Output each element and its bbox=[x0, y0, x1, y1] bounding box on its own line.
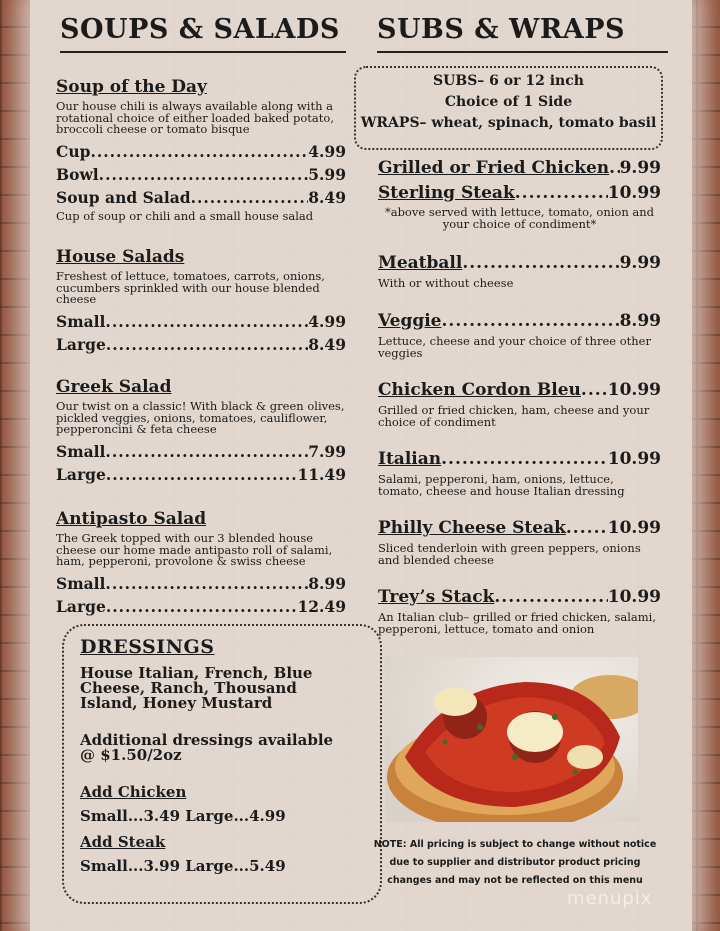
sub-item bbox=[378, 253, 661, 290]
house-salad-section bbox=[56, 247, 346, 354]
sub-item bbox=[378, 158, 661, 178]
soup-note: Cup of soup or chili and a small house salad bbox=[56, 208, 314, 223]
soups-salads-column bbox=[56, 0, 346, 53]
dressings-box bbox=[62, 624, 382, 904]
antipasto-section bbox=[56, 509, 346, 616]
sub-item bbox=[378, 449, 661, 497]
greek-salad-title: Greek Salad bbox=[56, 377, 172, 397]
antipasto-title: Antipasto Salad bbox=[56, 509, 207, 529]
soup-title: Soup of the Day bbox=[56, 77, 207, 97]
add-steak-prices: Small...3.99 Large...5.49 bbox=[80, 857, 286, 875]
sub-desc: Lettuce, cheese and your choice of three other veggies bbox=[378, 334, 651, 360]
dressings-additional: Additional dressings available @ $1.50/2oz bbox=[80, 731, 334, 764]
add-steak-title: Add Steak bbox=[80, 833, 166, 851]
watermark: menupix bbox=[567, 888, 653, 909]
sub-desc: *above served with lettuce, tomato, onion and your choice of condiment* bbox=[384, 205, 655, 231]
info-line: SUBS– 6 or 12 inch bbox=[433, 73, 584, 89]
sub-title-line: Chicken Cordon Bleu ..... 10.99 bbox=[378, 380, 661, 400]
meatball-sub-photo bbox=[385, 657, 638, 822]
price-line: Large ..... 12.49 bbox=[56, 597, 346, 616]
subs-wraps-header: SUBS & WRAPS bbox=[377, 14, 668, 53]
sub-desc: Grilled or fried chicken, ham, cheese and your choice of condiment bbox=[378, 403, 650, 429]
sub-desc: With or without cheese bbox=[378, 276, 514, 290]
price-line: Small ..... 8.99 bbox=[56, 574, 346, 593]
sub-item bbox=[378, 311, 661, 359]
antipasto-desc: The Greek topped with our 3 blended house cheese our home made antipasto roll of salami, ham, pepperoni, provolone & swiss cheese bbox=[56, 531, 333, 568]
price-line: Large ..... 11.49 bbox=[56, 465, 346, 484]
sub-desc: Sliced tenderloin with green peppers, onions and blended cheese bbox=[378, 541, 641, 567]
house-salad-desc: Freshest of lettuce, tomatoes, carrots, onions, cucumbers sprinkled with our house blended cheese bbox=[56, 269, 325, 306]
sub-title-line: Veggie ..... 8.99 bbox=[378, 311, 661, 331]
sub-title-line: Meatball ..... 9.99 bbox=[378, 253, 661, 273]
house-salad-title: House Salads bbox=[56, 247, 185, 267]
soup-desc: Our house chili is always available along with a rotational choice of either loaded baked potato, broccoli cheese or tomato bisque bbox=[56, 99, 334, 136]
price-line: Cup ..... 4.99 bbox=[56, 142, 346, 161]
soup-section bbox=[56, 77, 346, 222]
sub-item bbox=[378, 587, 661, 635]
sub-desc: An Italian club– grilled or fried chicken, salami, pepperoni, lettuce, tomato and onion bbox=[378, 610, 656, 636]
subs-info-box bbox=[354, 66, 663, 150]
dressings-title: DRESSINGS bbox=[80, 636, 215, 658]
sub-desc: Salami, pepperoni, ham, onions, lettuce, tomato, cheese and house Italian dressing bbox=[378, 472, 625, 498]
greek-salad-section bbox=[56, 377, 346, 484]
pricing-note: NOTE: All pricing is subject to change without notice due to supplier and distributor product pricing changes and may not be reflected on this menu bbox=[373, 839, 657, 886]
price-line: Large ..... 8.49 bbox=[56, 335, 346, 354]
info-line: Choice of 1 Side bbox=[444, 94, 573, 110]
sub-item bbox=[378, 518, 661, 566]
price-line: Small ..... 7.99 bbox=[56, 442, 346, 461]
greek-salad-desc: Our twist on a classic! With black & green olives, pickled veggies, onions, tomatoes, cauliflower, pepperoncini & feta cheese bbox=[56, 399, 345, 436]
sub-title-line: Philly Cheese Steak ..... 10.99 bbox=[378, 518, 661, 538]
sub-title-line: Italian ..... 10.99 bbox=[378, 449, 661, 469]
sub-title-line: Trey’s Stack ..... 10.99 bbox=[378, 587, 661, 607]
price-line: Soup and Salad ..... 8.49 bbox=[56, 188, 346, 207]
subs-wraps-column bbox=[377, 0, 668, 53]
sub-title-line: Sterling Steak ..... 10.99 bbox=[378, 183, 661, 203]
price-line: Small ..... 4.99 bbox=[56, 312, 346, 331]
sub-title-line: Grilled or Fried Chicken ..... 9.99 bbox=[378, 158, 661, 178]
add-chicken-prices: Small...3.49 Large...4.99 bbox=[80, 807, 286, 825]
sub-item bbox=[378, 380, 661, 428]
price-line: Bowl ..... 5.99 bbox=[56, 165, 346, 184]
info-line: WRAPS– wheat, spinach, tomato basil bbox=[360, 115, 657, 131]
soups-salads-header: SOUPS & SALADS bbox=[60, 14, 346, 53]
add-chicken-title: Add Chicken bbox=[80, 783, 187, 801]
sub-item bbox=[378, 183, 661, 230]
dressings-list: House Italian, French, Blue Cheese, Ranch, Thousand Island, Honey Mustard bbox=[80, 664, 313, 712]
